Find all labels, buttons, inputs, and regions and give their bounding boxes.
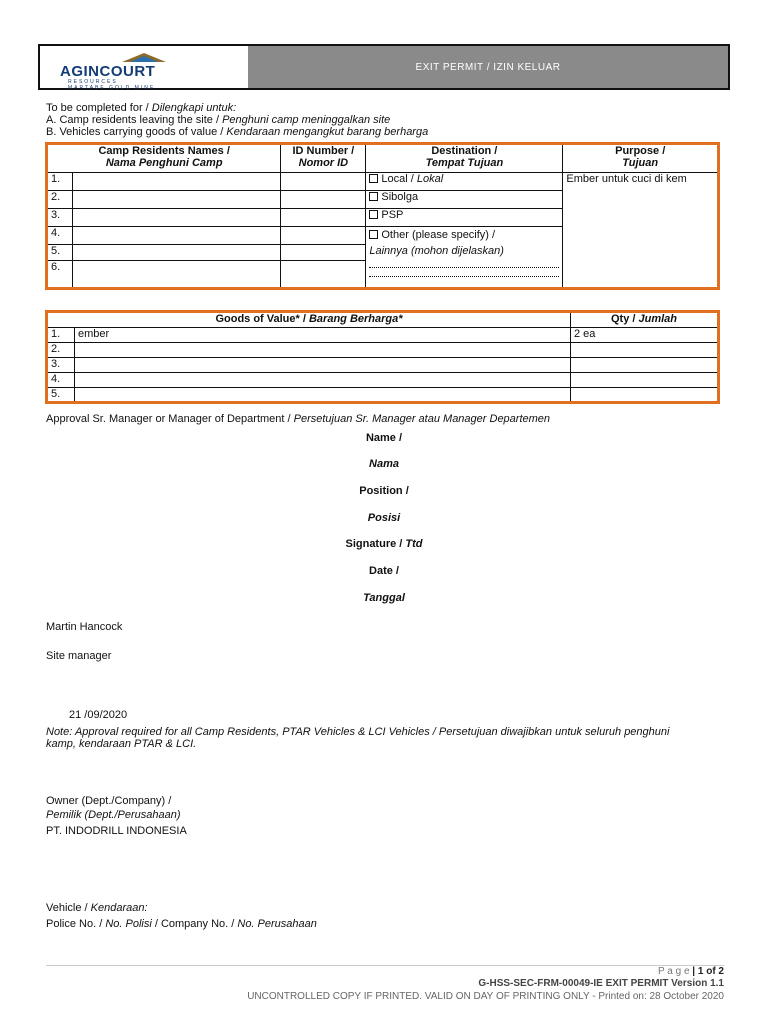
intro-text-translation: Kendaraan mengangkut barang berharga <box>226 126 429 138</box>
approval-label <box>46 413 550 425</box>
header-text-translation: Nama Penghuni Camp <box>105 157 223 169</box>
header-text: Destination / <box>431 145 498 157</box>
specify-line[interactable] <box>369 268 559 277</box>
intro-text: A. Camp residents leaving the site / <box>46 114 223 126</box>
header-text-translation: Jumlah <box>638 313 678 325</box>
goods-table <box>45 310 720 404</box>
approval-date-value[interactable]: 21 /09/2020 <box>69 709 128 721</box>
intro-line-1 <box>46 102 236 114</box>
nama-label: Nama <box>369 458 399 470</box>
row-number: 1. <box>47 173 73 191</box>
header-text: Camp Residents Names / <box>98 145 230 157</box>
row-number: 1. <box>47 328 75 343</box>
row-number: 3. <box>47 209 73 227</box>
qty-field[interactable] <box>571 358 719 373</box>
document-header <box>38 44 730 90</box>
company-logo <box>40 46 250 91</box>
intro-text-translation: Penghuni camp meninggalkan site <box>222 114 391 126</box>
intro-text: To be completed for / <box>46 102 152 114</box>
date-label: Date / <box>369 565 399 577</box>
option-label: Other (please specify) / <box>381 229 496 241</box>
header-qty <box>571 312 719 328</box>
page-number: | 1 of 2 <box>689 966 724 977</box>
specify-line[interactable] <box>369 259 559 268</box>
police-text: Police No. / <box>46 918 106 930</box>
approval-text: Approval Sr. Manager or Manager of Department / <box>46 413 294 425</box>
note-line: Note: Approval required for all Camp Residents, PTAR Vehicles & LCI Vehicles / Persetujuan diwajibkan untuk seluruh penghuni <box>46 726 670 738</box>
id-number-field[interactable] <box>281 227 366 245</box>
position-label: Position / <box>359 485 409 497</box>
resident-name-field[interactable] <box>73 261 281 289</box>
posisi-label: Posisi <box>367 512 401 524</box>
document-title: EXIT PERMIT / IZIN KELUAR <box>248 46 728 88</box>
option-label-translation: Lokal <box>416 173 444 185</box>
id-number-field[interactable] <box>281 209 366 227</box>
intro-line-3 <box>46 126 428 138</box>
vehicle-label <box>46 902 148 914</box>
header-text-translation: Tempat Tujuan <box>425 157 504 169</box>
qty-field[interactable] <box>571 388 719 403</box>
intro-text-translation: Dilengkapi untuk: <box>151 102 237 114</box>
purpose-field[interactable]: Ember untuk cuci di kem <box>563 173 719 289</box>
company-text-translation: No. Perusahaan <box>237 918 317 930</box>
resident-name-field[interactable] <box>73 227 281 245</box>
qty-field[interactable]: 2 ea <box>571 328 719 343</box>
company-text: / Company No. / <box>151 918 238 930</box>
header-purpose <box>563 144 719 173</box>
page-indicator <box>46 966 724 977</box>
checkbox-icon[interactable] <box>369 210 378 219</box>
approver-position-value[interactable]: Site manager <box>46 650 112 662</box>
dest-option-psp[interactable] <box>366 209 563 227</box>
qty-field[interactable] <box>571 343 719 358</box>
owner-label: Owner (Dept./Company) / <box>46 795 172 807</box>
checkbox-icon[interactable] <box>369 192 378 201</box>
note-text <box>46 726 726 750</box>
header-text-translation: Barang Berharga* <box>308 313 403 325</box>
header-goods <box>47 312 571 328</box>
page-label: P a g e <box>658 966 690 977</box>
signature-text-translation: Ttd <box>405 538 423 550</box>
intro-line-2 <box>46 114 390 126</box>
header-text: ID Number / <box>292 145 355 157</box>
owner-value[interactable]: PT. INDODRILL INDONESIA <box>46 825 187 837</box>
header-text: Purpose / <box>615 145 666 157</box>
row-number: 3. <box>47 358 75 373</box>
row-number: 5. <box>47 388 75 403</box>
row-number: 2. <box>47 191 73 209</box>
header-text: Goods of Value* / <box>215 313 309 325</box>
owner-label-translation: Pemilik (Dept./Perusahaan) <box>46 809 181 821</box>
header-text-translation: Tujuan <box>622 157 659 169</box>
dest-option-other[interactable] <box>366 227 563 289</box>
id-number-field[interactable] <box>281 191 366 209</box>
dest-option-local[interactable] <box>366 173 563 191</box>
police-text-translation: No. Polisi <box>105 918 152 930</box>
intro-text: B. Vehicles carrying goods of value / <box>46 126 227 138</box>
resident-name-field[interactable] <box>73 245 281 261</box>
logo-tagline: MARTABE GOLD MINE <box>68 85 156 91</box>
residents-table <box>45 142 720 290</box>
goods-field[interactable] <box>75 358 571 373</box>
goods-field[interactable]: ember <box>75 328 571 343</box>
resident-name-field[interactable] <box>73 173 281 191</box>
id-number-field[interactable] <box>281 245 366 261</box>
name-label: Name / <box>365 432 403 444</box>
signature-text: Signature / <box>345 538 406 550</box>
row-number: 4. <box>47 373 75 388</box>
vehicle-text: Vehicle / <box>46 902 91 914</box>
row-number: 4. <box>47 227 73 245</box>
id-number-field[interactable] <box>281 173 366 191</box>
id-number-field[interactable] <box>281 261 366 289</box>
header-text-translation: Nomor ID <box>298 157 349 169</box>
header-text: Qty / <box>610 313 639 325</box>
option-label: Local / <box>381 173 417 185</box>
signature-label <box>314 538 454 550</box>
header-names <box>47 144 281 173</box>
police-company-label <box>46 918 317 930</box>
option-label-translation: Lainnya (mohon dijelaskan) <box>369 245 504 257</box>
resident-name-field[interactable] <box>73 191 281 209</box>
document-code: G-HSS-SEC-FRM-00049-IE EXIT PERMIT Version 1.1 <box>478 978 724 989</box>
goods-field[interactable] <box>75 343 571 358</box>
row-number: 5. <box>47 245 73 261</box>
logo-subtitle: RESOURCES <box>68 79 118 85</box>
uncontrolled-copy-notice: UNCONTROLLED COPY IF PRINTED. VALID ON DAY OF PRINTING ONLY - Printed on: 28 October 2020 <box>247 991 724 1002</box>
approver-name-value[interactable]: Martin Hancock <box>46 621 123 633</box>
row-number: 2. <box>47 343 75 358</box>
option-label: PSP <box>381 209 404 221</box>
dest-option-sibolga[interactable] <box>366 191 563 209</box>
qty-field[interactable] <box>571 373 719 388</box>
note-line: kamp, kendaraan PTAR & LCI. <box>46 738 197 750</box>
goods-field[interactable] <box>75 373 571 388</box>
goods-field[interactable] <box>75 388 571 403</box>
approval-text-translation: Persetujuan Sr. Manager atau Manager Departemen <box>293 413 551 425</box>
option-label: Sibolga <box>381 191 419 203</box>
checkbox-icon[interactable] <box>369 230 378 239</box>
row-number: 6. <box>47 261 73 289</box>
tanggal-label: Tanggal <box>363 592 405 604</box>
vehicle-text-translation: Kendaraan: <box>90 902 148 914</box>
logo-wordmark: AGINCOURT <box>60 63 156 80</box>
header-destination <box>366 144 563 173</box>
checkbox-icon[interactable] <box>369 174 378 183</box>
header-id <box>281 144 366 173</box>
resident-name-field[interactable] <box>73 209 281 227</box>
